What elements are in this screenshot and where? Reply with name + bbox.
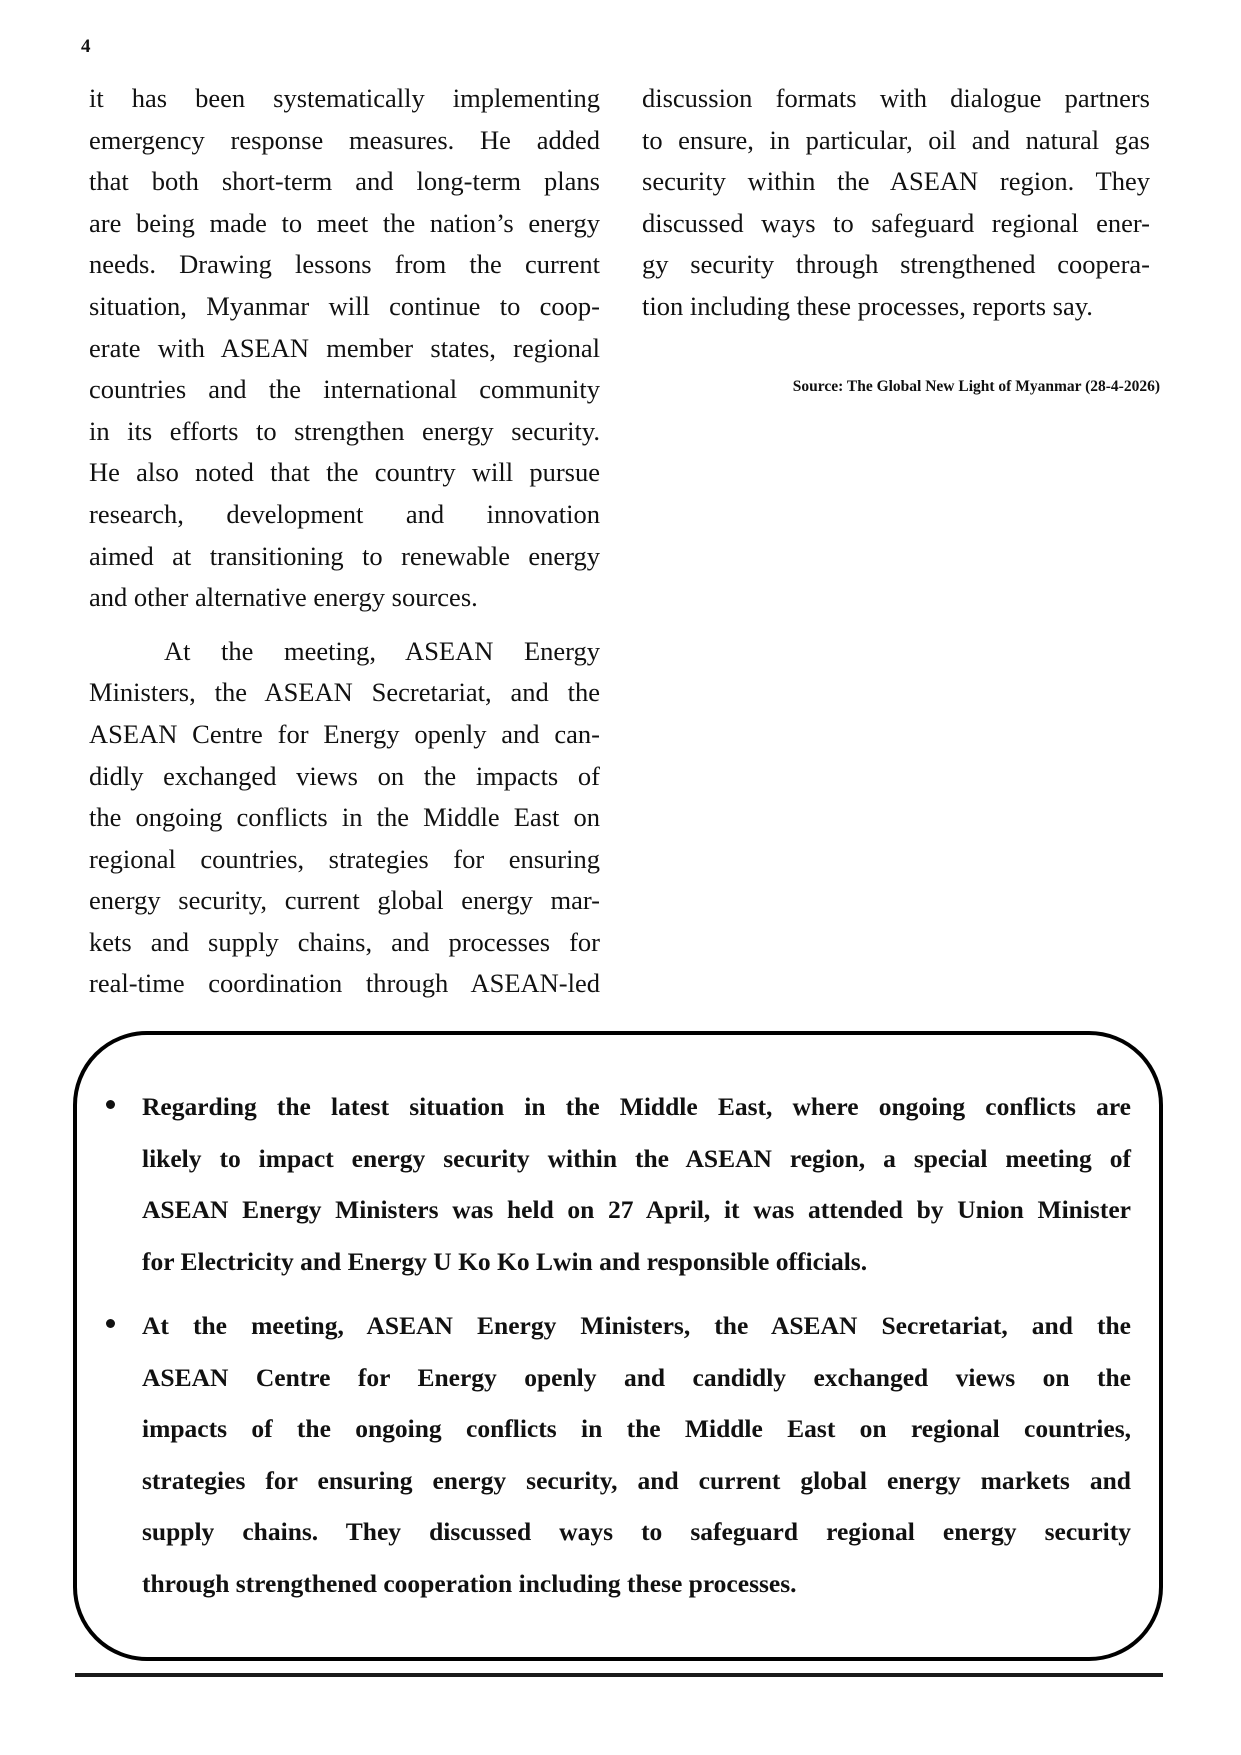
text-line: didly exchanged views on the impacts of bbox=[89, 760, 600, 791]
bullet-icon bbox=[106, 1100, 115, 1109]
bullet-line: likely to impact energy security within the ASEAN region, a special meeting of bbox=[142, 1143, 1131, 1173]
bullet-line: ASEAN Energy Ministers was held on 27 April, it was attended by Union Minister bbox=[142, 1195, 1131, 1225]
text-line: security within the ASEAN region. They bbox=[642, 166, 1150, 197]
text-line: erate with ASEAN member states, regional bbox=[89, 332, 600, 363]
paragraph bbox=[642, 78, 1150, 328]
bullet-icon bbox=[106, 1319, 115, 1328]
highlight-bullet bbox=[142, 1300, 1131, 1610]
text-line: are being made to meet the nation’s energy bbox=[89, 207, 600, 238]
text-line: it has been systematically implementing bbox=[89, 83, 600, 113]
paragraph bbox=[89, 631, 600, 1005]
text-line: to ensure, in particular, oil and natural gas bbox=[642, 124, 1150, 155]
text-line: ASEAN Centre for Energy openly and can- bbox=[89, 718, 600, 749]
text-line: At the meeting, ASEAN Energy bbox=[164, 635, 600, 666]
text-line: needs. Drawing lessons from the current bbox=[89, 249, 600, 280]
text-line: research, development and innovation bbox=[89, 498, 600, 529]
text-line: He also noted that the country will pursue bbox=[89, 457, 600, 488]
paragraph-gap bbox=[89, 619, 600, 631]
bullet-line: impacts of the ongoing conflicts in the Middle East on regional countries, bbox=[142, 1414, 1131, 1444]
bullet-line: strategies for ensuring energy security, and current global energy markets and bbox=[142, 1465, 1131, 1495]
text-line: energy security, current global energy mar- bbox=[89, 885, 600, 916]
text-line: aimed at transitioning to renewable energy bbox=[89, 540, 600, 571]
bullet-line: Regarding the latest situation in the Middle East, where ongoing conflicts are bbox=[142, 1092, 1131, 1121]
bullet-line: ASEAN Centre for Energy openly and candidly exchanged views on the bbox=[142, 1362, 1131, 1392]
bullet-line: for Electricity and Energy U Ko Ko Lwin and responsible officials. bbox=[142, 1246, 868, 1276]
page-number: 4 bbox=[81, 36, 91, 57]
text-line: tion including these processes, reports say. bbox=[642, 290, 1093, 321]
text-line: countries and the international community bbox=[89, 374, 600, 405]
text-line: that both short-term and long-term plans bbox=[89, 166, 600, 197]
text-line: Ministers, the ASEAN Secretariat, and the bbox=[89, 677, 600, 708]
left-column bbox=[89, 78, 600, 1005]
text-line: kets and supply chains, and processes for bbox=[89, 926, 600, 957]
text-line: discussion formats with dialogue partners bbox=[642, 83, 1150, 113]
right-column bbox=[642, 78, 1150, 328]
text-line: gy security through strengthened coopera- bbox=[642, 249, 1150, 280]
bullet-line: through strengthened cooperation including these processes. bbox=[142, 1568, 797, 1598]
text-line: the ongoing conflicts in the Middle East on bbox=[89, 802, 600, 833]
bullet-line: supply chains. They discussed ways to safeguard regional energy security bbox=[142, 1517, 1131, 1547]
paragraph bbox=[89, 78, 600, 619]
highlight-bullet bbox=[142, 1081, 1131, 1287]
text-line: in its efforts to strengthen energy security. bbox=[89, 415, 600, 446]
text-line: regional countries, strategies for ensuring bbox=[89, 843, 600, 874]
source-citation: Source: The Global New Light of Myanmar (28-4-2026) bbox=[792, 378, 1160, 395]
text-line: discussed ways to safeguard regional ener- bbox=[642, 207, 1150, 238]
text-line: emergency response measures. He added bbox=[89, 124, 600, 155]
text-line: situation, Myanmar will continue to coop- bbox=[89, 290, 600, 321]
footer-rule bbox=[75, 1673, 1163, 1677]
text-line: and other alternative energy sources. bbox=[89, 582, 478, 613]
text-line: real-time coordination through ASEAN-led bbox=[89, 968, 600, 999]
bullet-line: At the meeting, ASEAN Energy Ministers, the ASEAN Secretariat, and the bbox=[142, 1311, 1131, 1340]
